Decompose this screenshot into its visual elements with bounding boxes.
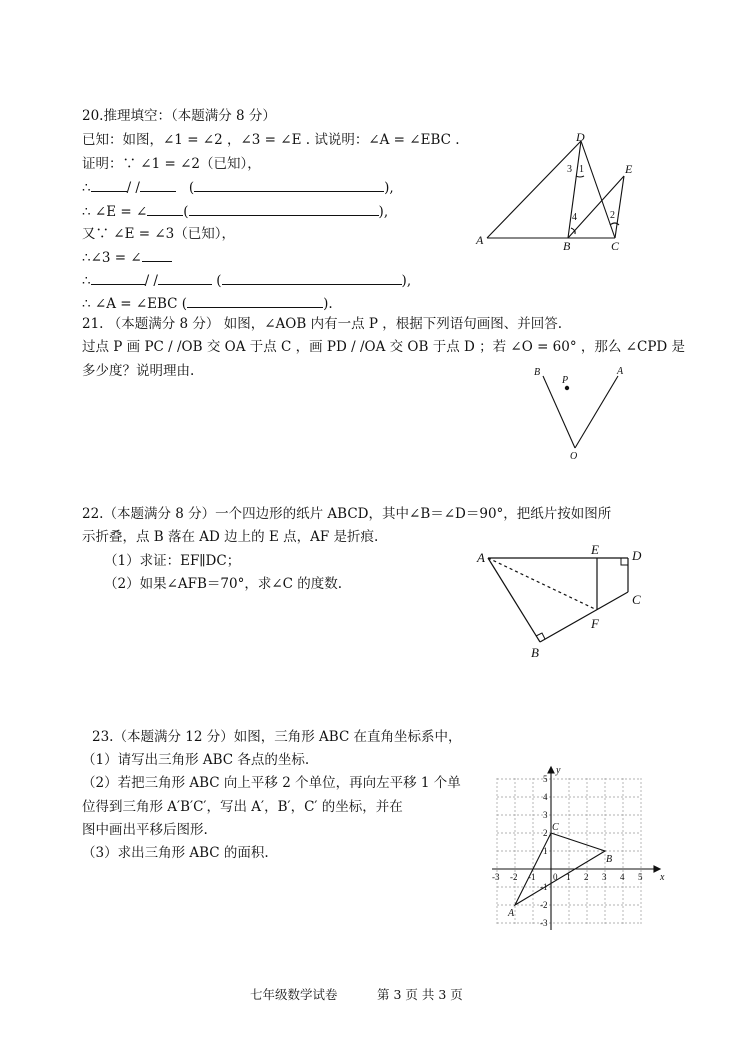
x-tick: 1: [566, 872, 571, 882]
blank[interactable]: [187, 293, 323, 308]
x-tick: 2: [584, 872, 589, 882]
label-B: B: [534, 367, 541, 378]
q20-step5: ∴ / / ( ),: [82, 270, 411, 291]
q20-figure: [470, 128, 640, 256]
q21-line1: 21. （本题满分 8 分） 如图，∠AOB 内有一点 P ，根据下列语句画图、并回答.: [82, 316, 563, 332]
label-C: C: [632, 592, 641, 607]
label-B: B: [606, 854, 613, 865]
origin-label: 0: [553, 872, 558, 882]
label-E: E: [591, 542, 599, 557]
q23-line4: 位得到三角形 A′B′C′，写出 A′，B′，C′ 的坐标，并在: [82, 799, 403, 815]
label-B: B: [563, 239, 571, 253]
label-A: A: [477, 550, 485, 565]
q21-line3: 多少度？说明理由.: [82, 363, 195, 379]
y-tick: -2: [540, 900, 548, 910]
ray-OA: [575, 376, 618, 448]
blank[interactable]: [222, 270, 402, 285]
y-tick: -3: [540, 918, 548, 928]
x-tick: 5: [638, 872, 643, 882]
label-4: 4: [572, 212, 577, 223]
right-angle-D: [621, 558, 628, 565]
label-C: C: [611, 239, 620, 253]
y-tick: 4: [543, 792, 548, 802]
q23-line2: （1）请写出三角形 ABC 各点的坐标.: [82, 752, 310, 768]
q20-step4-text: ∴∠3 = ∠: [82, 250, 142, 266]
q20-step2-text: ∴ ∠E = ∠: [82, 204, 148, 220]
q23-line1: 23.（本题满分 12 分）如图，三角形 ABC 在直角坐标系中，: [92, 729, 462, 745]
label-A: A: [476, 233, 484, 247]
q20-step4: [82, 247, 172, 268]
q20-step1-parallel: / /: [126, 180, 140, 196]
q23-line5: 图中画出平移后图形.: [82, 822, 208, 838]
footer-page: 第 3 页 共 3 页: [377, 987, 463, 1002]
q20-given: 已知：如图，∠1 = ∠2 ，∠3 = ∠E . 试说明：∠A = ∠EBC .: [82, 132, 460, 148]
label-3: 3: [567, 164, 572, 175]
q20-step3: 又∵ ∠E = ∠3（已知），: [82, 226, 236, 242]
y-tick: 3: [543, 810, 548, 820]
blank[interactable]: [147, 201, 183, 216]
q20-proof-start: 证明：∵ ∠1 = ∠2（已知），: [82, 156, 261, 172]
q21-figure: [525, 362, 635, 462]
y-tick: 1: [543, 846, 548, 856]
q22-figure: [470, 540, 660, 665]
point-P: [565, 386, 569, 390]
label-A: A: [617, 366, 624, 377]
q20-step1: ∴ / / ( ),: [82, 177, 394, 198]
y-tick: 2: [543, 828, 548, 838]
x-tick: -1: [528, 872, 536, 882]
label-E: E: [625, 162, 633, 176]
label-O: O: [570, 451, 578, 462]
label-2: 2: [610, 210, 615, 221]
ray-OB: [543, 376, 575, 448]
edge-CB: [540, 592, 628, 642]
label-D: D: [632, 548, 642, 563]
grid-lines: [497, 778, 641, 926]
x-axis-label: x: [660, 872, 665, 883]
q22-line2: 示折叠，点 B 落在 AD 边上的 E 点，AF 是折痕.: [82, 529, 379, 545]
q20-step6-text: ∴ ∠A = ∠EBC: [82, 296, 178, 312]
blank[interactable]: [91, 270, 145, 285]
label-1: 1: [579, 164, 584, 175]
q20-step2: ∴ ∠E = ∠ ( ),: [82, 201, 388, 222]
blank[interactable]: [189, 201, 379, 216]
line-AD: [487, 141, 581, 238]
q23-line3: （2）若把三角形 ABC 向上平移 2 个单位，再向左平移 1 个单: [82, 775, 461, 791]
q20-step6: ∴ ∠A = ∠EBC ( ).: [82, 293, 333, 314]
label-F: F: [591, 616, 599, 631]
x-tick: 4: [620, 872, 625, 882]
blank[interactable]: [140, 177, 176, 192]
label-P: P: [562, 375, 569, 386]
label-B: B: [531, 645, 539, 660]
blank[interactable]: [142, 247, 172, 262]
line-DB: [568, 141, 581, 238]
y-axis-arrow: [548, 767, 554, 773]
angle-mark: [610, 223, 619, 225]
line-DC: [581, 141, 615, 238]
q20-step1-therefore: ∴: [82, 180, 91, 196]
y-tick: -1: [540, 882, 548, 892]
blank[interactable]: [158, 270, 212, 285]
y-axis-label: y: [556, 765, 561, 776]
x-tick: -2: [510, 872, 518, 882]
label-C: C: [552, 822, 559, 833]
label-A: A: [508, 908, 515, 919]
label-D: D: [576, 130, 585, 144]
q21-line2: 过点 P 画 PC / /OB 交 OA 于点 C ，画 PD / /OA 交 OB 于点 D ；若 ∠O = 60° ，那么 ∠CPD 是: [82, 339, 686, 355]
footer-title: 七年级数学试卷: [250, 987, 338, 1002]
q23-line6: （3）求出三角形 ABC 的面积.: [82, 845, 269, 861]
blank[interactable]: [194, 177, 384, 192]
x-tick: -3: [492, 872, 500, 882]
line-EC: [615, 176, 624, 238]
q22-line1: 22.（本题满分 8 分）一个四边形的纸片 ABCD，其中∠B＝∠D＝90°，把纸片按如图所: [82, 506, 612, 522]
angle-mark: [576, 176, 584, 177]
coordinate-grid: [490, 764, 670, 934]
q22-line3: （1）求证：EF∥DC；: [104, 553, 241, 569]
y-tick: 5: [543, 774, 548, 784]
x-tick: 3: [602, 872, 607, 882]
q20-step5-therefore: ∴: [82, 273, 91, 289]
q20-step5-parallel: / /: [144, 273, 158, 289]
q22-line4: （2）如果∠AFB＝70°，求∠C 的度数.: [104, 576, 343, 592]
q20-title: 20.推理填空：（本题满分 8 分）: [82, 108, 276, 124]
blank[interactable]: [91, 177, 127, 192]
edge-AB: [488, 558, 540, 642]
